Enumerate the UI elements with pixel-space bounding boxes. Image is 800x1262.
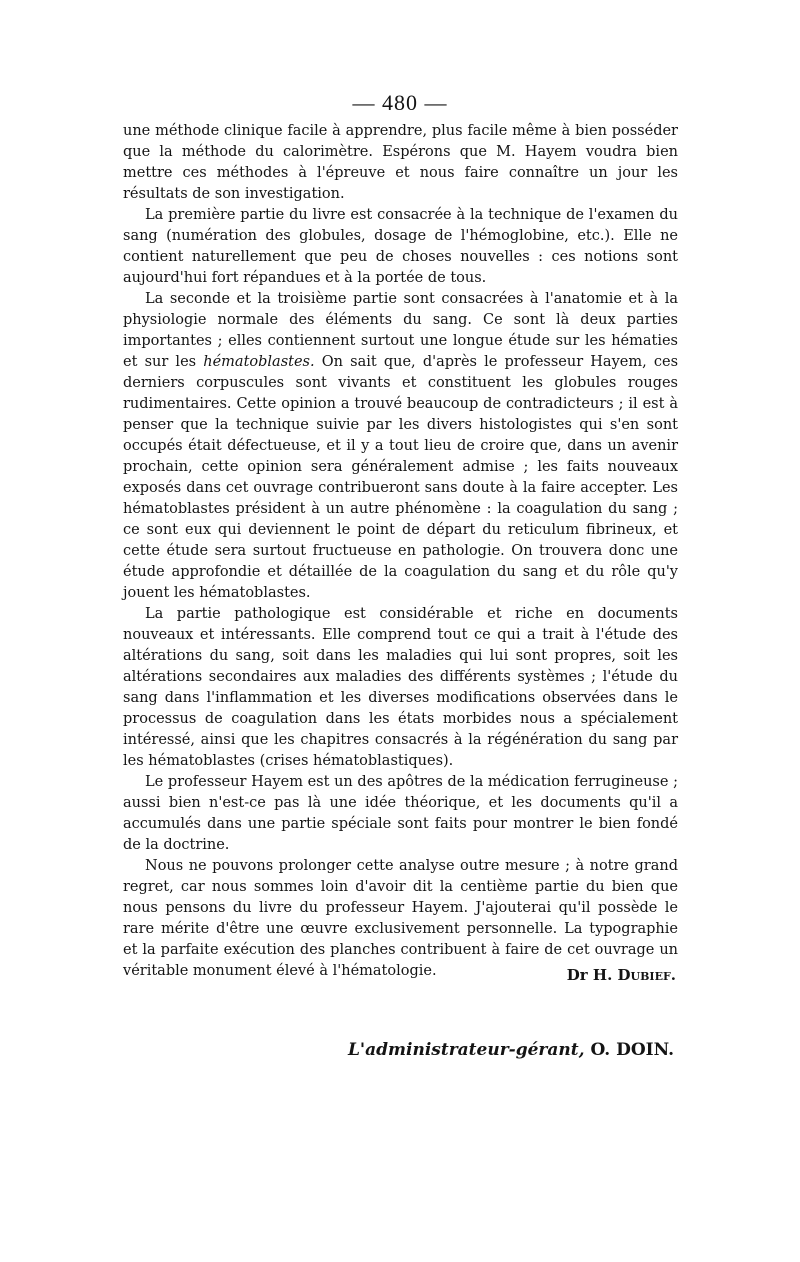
admin-name: O. DOIN. xyxy=(590,1040,674,1060)
admin-role: L'administrateur-gérant, xyxy=(347,1040,585,1060)
paragraph-3-end: On sait que, d'après le professeur Hayem, ces derniers corpuscules sont vivants et constituent les globules rouges rudimentaires. Cette opinion a trouvé beaucoup de contradicteurs ; il est à penser que la technique suivie par les divers histologistes qui s'en sont occupés était défectueuse, et il y a tout lieu de croire que, dans un avenir prochain, cette opinion sera généralement admise ; les faits nouveaux exposés dans cet ouvrage contribueront sans doute à la faire accepter. Les hématoblastes président à un autre phénomène : la coagulation du sang ; ce sont eux qui deviennent le point de départ du reticulum fibrineux, et cette étude sera surtout fructueuse en pathologie. On trouvera donc une étude approfondie et détaillée de la coagulation du sang et du rôle qu'y jouent les hématoblastes. xyxy=(123,354,679,601)
paragraph-3-start: La seconde et la troisième partie sont consacrées à l'anatomie et à la physiologie normale des éléments du sang. Ce sont là deux parties importantes ; elles contiennent surtout une longue étude sur les hématies et sur les xyxy=(123,291,678,370)
paragraph-1: une méthode clinique facile à apprendre, plus facile même à bien posséder que la méthode du calorimètre. Espérons que M. Hayem voudra bien mettre ces méthodes à l'épreuve et nous faire connaître un jour les résultats de son investigation. xyxy=(123,123,678,202)
page-number: — 480 — xyxy=(352,90,448,115)
signature-title: Dr H. xyxy=(566,966,613,984)
article-body xyxy=(123,121,678,982)
paragraph-5: Le professeur Hayem est un des apôtres de la médication ferrugineuse ; aussi bien n'est-ce pas là une idée théorique, et les documents qu'il a accumulés dans une partie spéciale sont faits pour montrer le bien fondé de la doctrine. xyxy=(123,774,678,853)
paragraph-2: La première partie du livre est consacrée à la technique de l'examen du sang (numération des globules, dosage de l'hémoglobine, etc.). Elle ne contient naturellement que peu de choses nouvelles : ces notions sont aujourd'hui fort répandues et à la portée de tous. xyxy=(123,207,678,286)
paragraph-3 xyxy=(123,289,678,604)
paragraph-4: La partie pathologique est considérable et riche en documents nouveaux et intéressants. Elle comprend tout ce qui a trait à l'étude des altérations du sang, soit dans les maladies qui lui sont propres, soit les altérations secondaires aux maladies des différents systèmes ; l'étude du sang dans l'inflammation et les diverses modifications observées dans le processus de coagulation dans les états morbides nous a spécialement intéressé, ainsi que les chapitres consacrés à la régénération du sang par les hématoblastes (crises hématoblastiques). xyxy=(123,606,678,769)
signature-name: Dubief. xyxy=(617,966,676,984)
administrator-line xyxy=(348,1040,674,1060)
paragraph-6: Nous ne pouvons prolonger cette analyse outre mesure ; à notre grand regret, car nous sommes loin d'avoir dit la centième partie du bien que nous pensons du livre du professeur Hayem. J'ajouterai qu'il possède le rare mérite d'être une œuvre exclusivement personnelle. La typographie et la parfaite exécution des planches contribuent à faire de cet ouvrage un véritable monument élevé à l'hématologie. xyxy=(123,858,678,979)
author-signature xyxy=(567,966,676,984)
paragraph-3-italic-term: hématoblastes. xyxy=(203,354,315,370)
